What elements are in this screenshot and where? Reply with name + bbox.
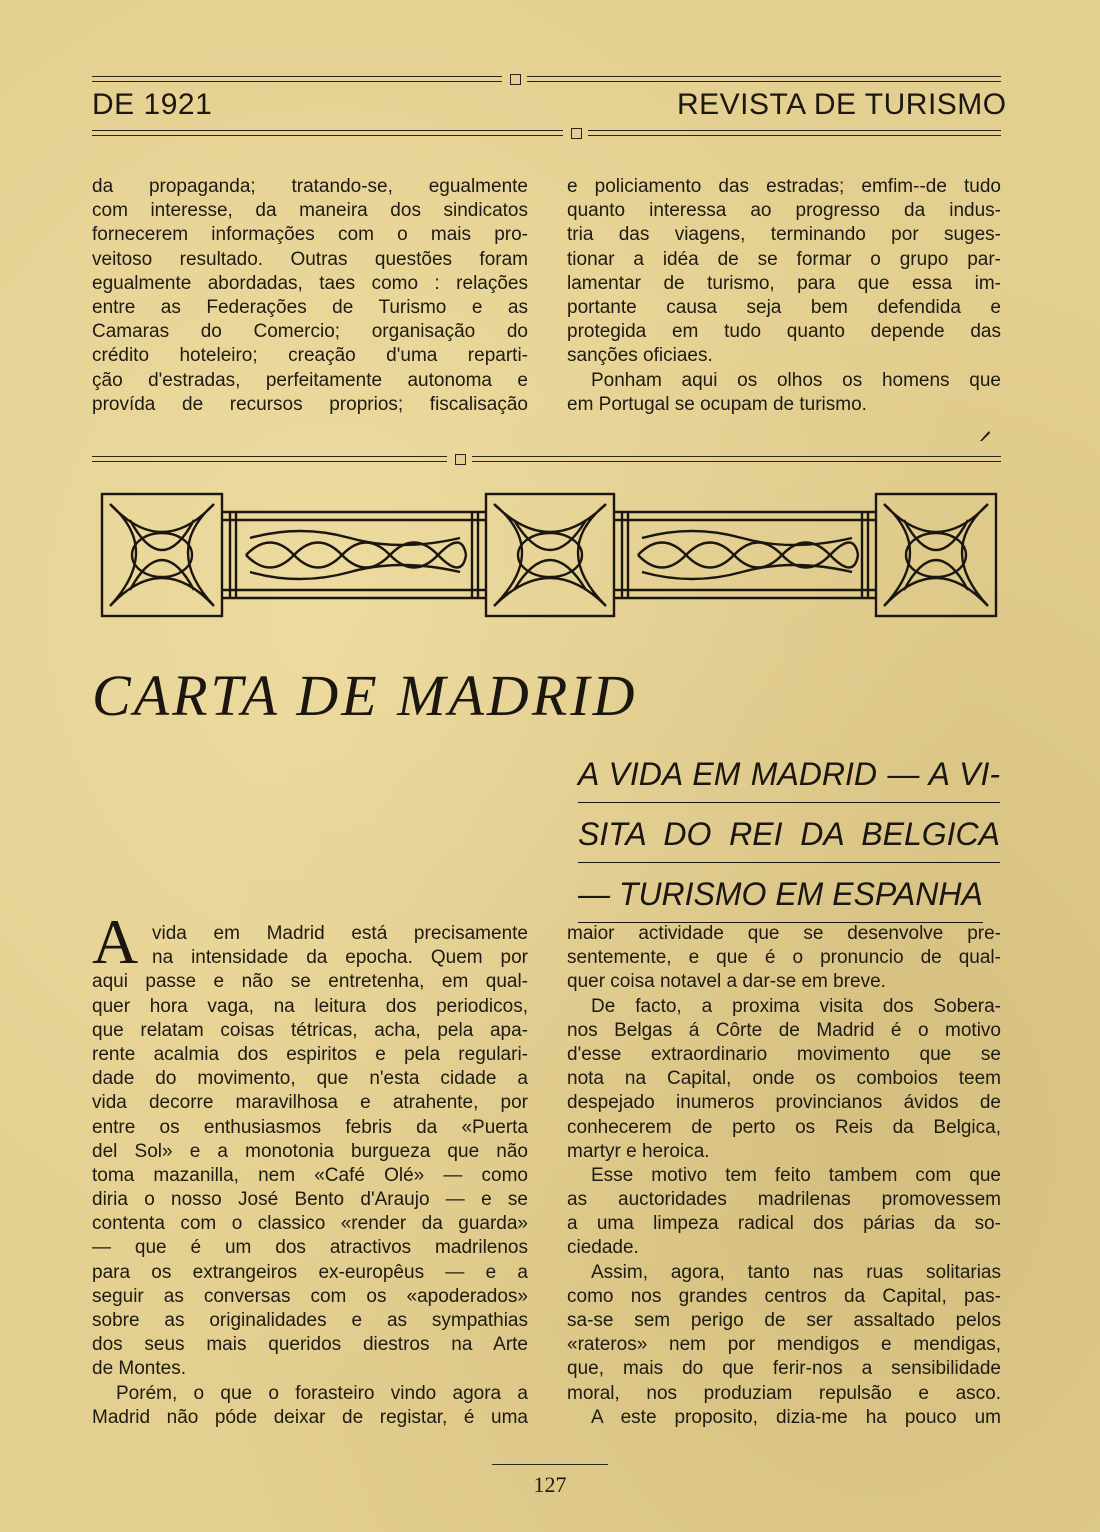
text-line: na intensidade da epocha. Quem por bbox=[152, 947, 528, 969]
text-line: que relatam coisas tétricas, acha, pela apa- bbox=[92, 1019, 528, 1041]
drop-cap: A bbox=[92, 906, 139, 977]
text-line: sobre as originalidades e as sympathias bbox=[92, 1310, 528, 1331]
text-line: a uma limpeza radical dos párias da so- bbox=[567, 1213, 1001, 1235]
text-line: De facto, a proxima visita dos Sobera- bbox=[591, 995, 1001, 1017]
text-line: lamentar de turismo, para que essa im- bbox=[567, 272, 1001, 294]
text-line: diria o nosso José Bento d'Araujo — e se bbox=[92, 1189, 528, 1211]
text-line: Camaras do Comercio; organisação do bbox=[92, 321, 528, 343]
text-line: Assim, agora, tanto nas ruas solitarias bbox=[591, 1261, 1001, 1283]
subtitle-line: A VIDA EM MADRID — A VI- bbox=[578, 756, 1000, 803]
previous-article-right-column bbox=[567, 175, 1001, 417]
article-right-column bbox=[567, 922, 1001, 1430]
text-line: dos seus mais queridos diestros na Arte bbox=[92, 1334, 528, 1356]
header-bottom-rule-left bbox=[92, 130, 563, 136]
text-line: como nos grandes centros da Capital, pas- bbox=[567, 1285, 1001, 1307]
text-line: Esse motivo tem feito tambem com que bbox=[591, 1164, 1001, 1186]
text-line: da propaganda; tratando-se, egualmente bbox=[92, 176, 528, 197]
text-line: as auctoridades madrilenas promovessem bbox=[567, 1189, 1001, 1211]
text-line: sentemente, e que é o pronuncio de qual- bbox=[567, 947, 1001, 969]
text-line: tria das viagens, terminando por suges- bbox=[567, 224, 1001, 246]
text-line: nota na Capital, onde os comboios teem bbox=[567, 1068, 1001, 1090]
text-line: conhecerem de perto os Reis da Belgica, bbox=[567, 1116, 1001, 1138]
end-mark-icon bbox=[978, 429, 992, 443]
page-number: 127 bbox=[533, 1472, 567, 1497]
text-line: Ponham aqui os olhos os homens que bbox=[591, 369, 1001, 391]
text-line: com interesse, da maneira dos sindicatos bbox=[92, 200, 528, 222]
text-line: ção d'estradas, perfeitamente autonoma e bbox=[92, 369, 528, 391]
header-top-rule-right bbox=[527, 76, 1001, 82]
header-bottom-rule-right bbox=[588, 130, 1001, 136]
running-header-left: DE 1921 bbox=[92, 88, 213, 121]
text-line: provída de recursos proprios; fiscalisação bbox=[92, 393, 528, 415]
text-line: del Sol» e a monotonia burgueza que não bbox=[92, 1140, 528, 1162]
text-line: entre os enthusiasmos febris da «Puerta bbox=[92, 1116, 528, 1138]
text-line: tionar a idéa de se formar o grupo par- bbox=[567, 248, 1001, 270]
header-ornament-square bbox=[571, 128, 582, 139]
section-divider-right bbox=[472, 456, 1001, 462]
header-top-rule-left bbox=[92, 76, 502, 82]
text-line: rente acalmia dos espiritos e pela regulari- bbox=[92, 1043, 528, 1065]
article-left-column bbox=[92, 922, 528, 1430]
text-line: para os extrangeiros ex-europêus — e a bbox=[92, 1261, 528, 1283]
text-line: sa-se sem perigo de ser assaltado pelos bbox=[567, 1310, 1001, 1331]
text-line: vida decorre maravilhosa e atrahente, por bbox=[92, 1092, 528, 1114]
subtitle-line: SITA DO REI DA BELGICA bbox=[578, 816, 1000, 863]
text-line: egualmente abordadas, taes como : relações bbox=[92, 272, 528, 294]
text-line: ciedade. bbox=[567, 1237, 639, 1259]
knot-left bbox=[110, 504, 214, 606]
text-line: nos Belgas á Côrte de Madrid é o motivo bbox=[567, 1019, 1001, 1041]
section-divider-left bbox=[92, 456, 447, 462]
text-line: em Portugal se ocupam de turismo. bbox=[567, 393, 867, 415]
text-line: Madrid não póde deixar de registar, é uma bbox=[92, 1406, 528, 1428]
text-line: crédito hoteleiro; creação d'uma reparti- bbox=[92, 345, 528, 367]
ornamental-band bbox=[100, 490, 1000, 620]
knot-center bbox=[494, 504, 606, 606]
text-line: e policiamento das estradas; emfim--de tudo bbox=[567, 176, 1001, 197]
text-line: quer coisa notavel a dar-se em breve. bbox=[567, 971, 886, 993]
text-line: Porém, o que o forasteiro vindo agora a bbox=[116, 1382, 528, 1404]
section-divider-square bbox=[455, 454, 466, 465]
previous-article-left-column bbox=[92, 175, 528, 417]
text-line: seguir as conversas com os «apoderados» bbox=[92, 1285, 528, 1307]
text-line: dade do movimento, que n'esta cidade a bbox=[92, 1068, 528, 1090]
text-line: quer hora vaga, na leitura dos periodicos, bbox=[92, 995, 528, 1017]
text-line: fornecerem informações com o mais pro- bbox=[92, 224, 528, 246]
text-line: d'esse extraordinario movimento que se bbox=[567, 1043, 1001, 1065]
text-line: que, mais do que ferir-nos a sensibilidade bbox=[567, 1358, 1001, 1380]
text-line: de Montes. bbox=[92, 1358, 186, 1380]
text-line: «rateros» nem por mendigos e mendigas, bbox=[567, 1334, 1001, 1356]
subtitle-line: — TURISMO EM ESPANHA bbox=[578, 876, 983, 923]
knot-right bbox=[884, 504, 988, 606]
text-line: veitoso resultado. Outras questões foram bbox=[92, 248, 528, 270]
article-title: CARTA DE MADRID bbox=[92, 663, 638, 728]
text-line: moral, nos produziam repulsão e asco. bbox=[567, 1382, 1001, 1404]
text-line: maior actividade que se desenvolve pre- bbox=[567, 923, 1001, 944]
text-line: — que é um dos atractivos madrilenos bbox=[92, 1237, 528, 1259]
running-header-right: REVISTA DE TURISMO bbox=[677, 88, 1007, 121]
text-line: portante causa seja bem defendida e bbox=[567, 296, 1001, 318]
article-subtitle bbox=[578, 756, 1000, 936]
text-line: despejado inumeros provincianos ávidos de bbox=[567, 1092, 1001, 1114]
text-line: toma mazanilla, nem «Café Olé» — como bbox=[92, 1164, 528, 1186]
text-line: A este proposito, dizia-me ha pouco um bbox=[591, 1406, 1001, 1428]
text-line: quanto interessa ao progresso da indus- bbox=[567, 200, 1001, 222]
text-line: contenta com o classico «render da guarda» bbox=[92, 1213, 528, 1235]
text-line: entre as Federações de Turismo e as bbox=[92, 296, 528, 318]
text-line: aqui passe e não se entretenha, em qual- bbox=[92, 971, 528, 993]
text-line: vida em Madrid está precisamente bbox=[152, 923, 528, 944]
text-line: sanções oficiaes. bbox=[567, 345, 713, 367]
text-line: martyr e heroica. bbox=[567, 1140, 710, 1162]
header-ornament-square bbox=[510, 74, 521, 85]
footer-rule bbox=[492, 1464, 608, 1465]
text-line: protegida em tudo quanto depende das bbox=[567, 321, 1001, 343]
